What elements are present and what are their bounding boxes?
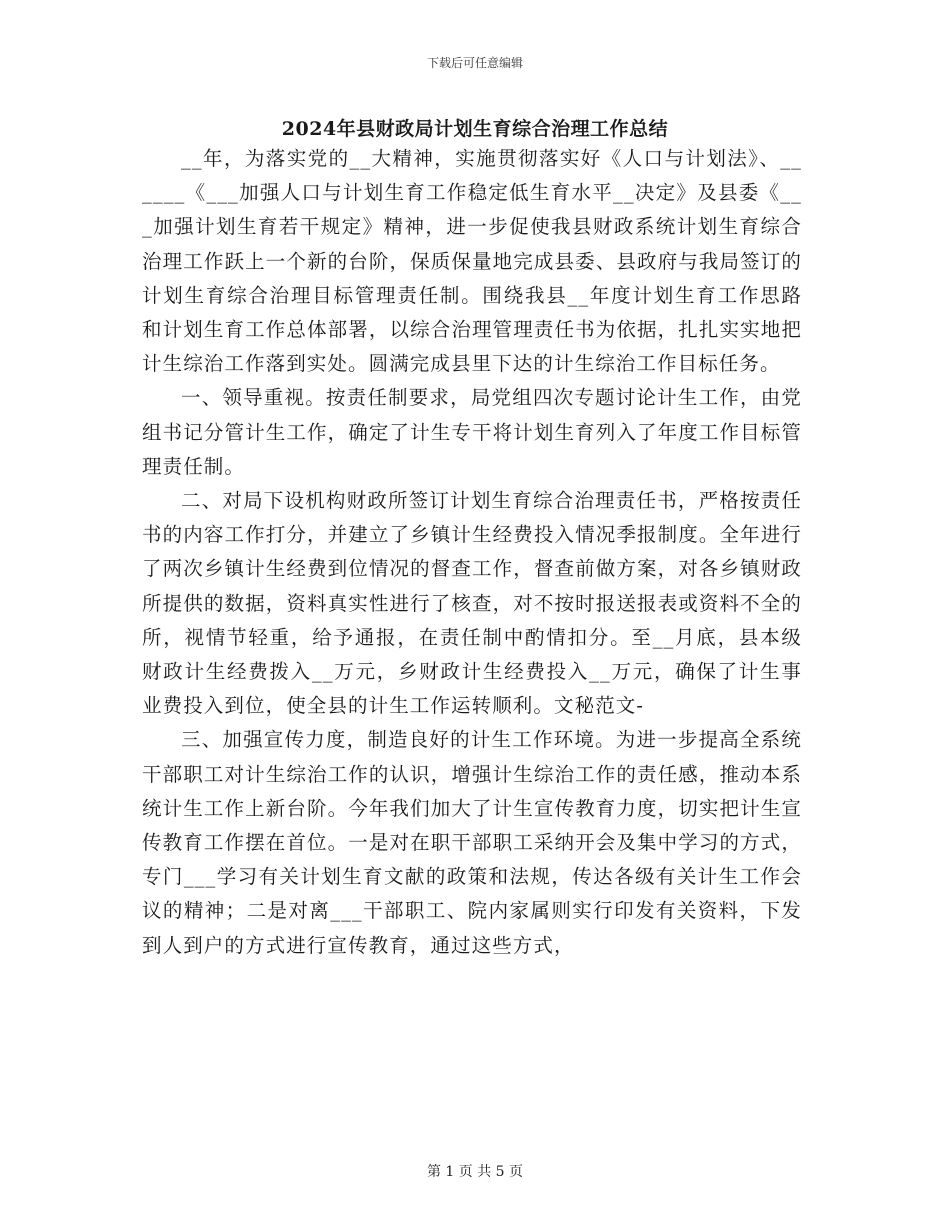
page-number: 第 1 页 共 5 页 [426, 1164, 524, 1180]
paragraph-section-2: 二、对局下设机构财政所签订计划生育综合治理责任书，严格按责任书的内容工作打分，并建立了乡镇计生经费投入情况季报制度。全年进行了两次乡镇计生经费到位情况的督查工作，督查前做方案，对各乡镇财政所提供的数据，资料真实性进行了核查，对不按时报送报表或资料不全的所，视情节轻重，给予通报，在责任制中酌情扣分。至__月底，县本级财政计生经费拨入__万元，乡财政计生经费投入__万元，确保了计生事业费投入到位，使全县的计生工作运转顺利。文秘范文- [142, 489, 802, 718]
paragraph-intro: __年，为落实党的__大精神，实施贯彻落实好《人口与计划法》、______《___加强人口与计划生育工作稳定低生育水平__决定》及县委《___加强计划生育若干规定》精神，进一步促使我县财政系统计划生育综合治理工作跃上一个新的台阶，保质保量地完成县委、县政府与我局签订的计划生育综合治理目标管理责任制。围绕我县__年度计划生育工作思路和计划生育工作总体部署，以综合治理管理责任书为依据，扎扎实实地把计生综治工作落到实处。圆满完成县里下达的计生综治工作目标任务。 [142, 147, 802, 376]
paragraph-section-3: 三、加强宣传力度，制造良好的计生工作环境。为进一步提高全系统干部职工对计生综治工作的认识，增强计生综治工作的责任感，推动本系统计生工作上新台阶。今年我们加大了计生宣传教育力度，切实把计生宣传教育工作摆在首位。一是对在职干部职工采纳开会及集中学习的方式，专门___学习有关计划生育文献的政策和法规，传达各级有关计生工作会议的精神；二是对离___干部职工、院内家属则实行印发有关资料，下发到人到户的方式进行宣传教育，通过这些方式， [142, 728, 802, 957]
document-title: 2024年县财政局计划生育综合治理工作总结 [281, 118, 669, 140]
header-note: 下载后可任意编辑 [426, 56, 523, 70]
document-body [142, 142, 802, 963]
paragraph-section-1: 一、领导重视。按责任制要求，局党组四次专题讨论计生工作，由党组书记分管计生工作，确定了计生专干将计划生育列入了年度工作目标管理责任制。 [142, 386, 802, 478]
